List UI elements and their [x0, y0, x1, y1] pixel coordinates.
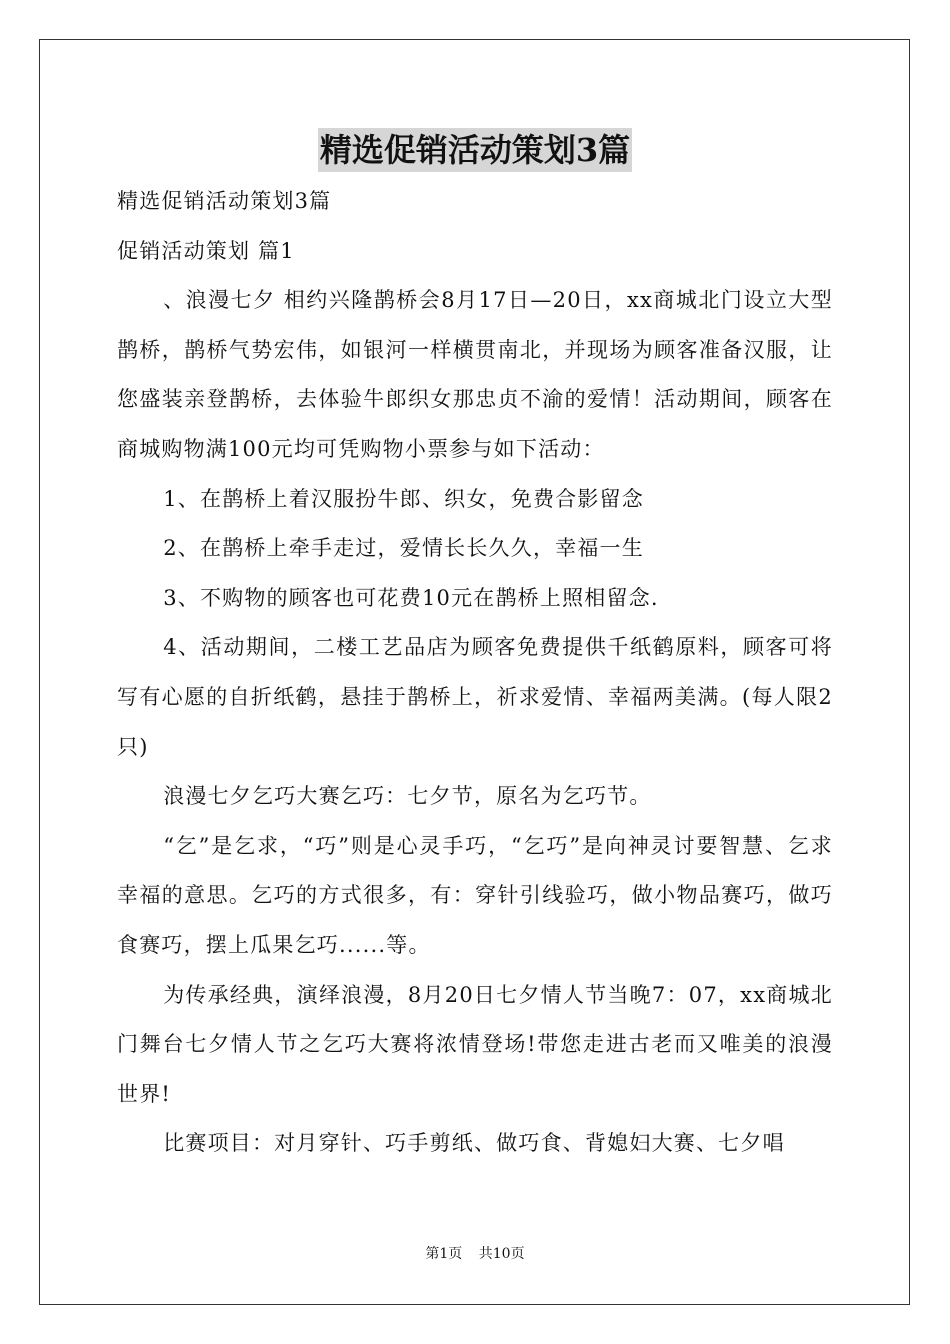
- paragraph: 浪漫七夕乞巧大赛乞巧：七夕节，原名为乞巧节。: [163, 784, 652, 809]
- page-footer: [0, 1244, 950, 1264]
- paragraph: 精选促销活动策划3篇: [117, 189, 332, 213]
- title-wrap: [0, 128, 950, 172]
- document-title: 精选促销活动策划3篇: [318, 128, 632, 172]
- list-item: 1、在鹊桥上着汉服扮牛郎、织女，免费合影留念: [163, 486, 644, 511]
- list-item: 4、活动期间，二楼工艺品店为顾客免费提供千纸鹤原料，顾客可将写有心愿的自折纸鹤，悬挂于鹊桥上，祈求爱情、幸福两美满。(每人限2只): [117, 635, 833, 759]
- list-item: 2、在鹊桥上牵手走过，爱情长长久久，幸福一生: [163, 536, 644, 561]
- paragraph: “乞”是乞求，“巧”则是心灵手巧，“乞巧”是向神灵讨要智慧、乞求幸福的意思。乞巧的方式很多，有：穿针引线验巧，做小物品赛巧，做巧食赛巧，摆上瓜果乞巧......等。: [117, 833, 833, 957]
- list-item: 3、不购物的顾客也可花费10元在鹊桥上照相留念.: [163, 585, 659, 610]
- page-total: 共10页: [478, 1246, 525, 1262]
- page-number: 第1页: [425, 1246, 463, 1262]
- section-heading: 促销活动策划 篇1: [117, 238, 295, 263]
- paragraph: 为传承经典，演绎浪漫，8月20日七夕情人节当晚7：07，xx商城北门舞台七夕情人节之乞巧大赛将浓情登场!带您走进古老而又唯美的浪漫世界!: [117, 982, 833, 1106]
- paragraph: 、浪漫七夕 相约兴隆鹊桥会8月17日—20日，xx商城北门设立大型鹊桥，鹊桥气势宏伟，如银河一样横贯南北，并现场为顾客准备汉服，让您盛装亲登鹊桥，去体验牛郎织女那忠贞不渝的爱情！活动期间，顾客在商城购物满100元均可凭购物小票参与如下活动：: [117, 288, 833, 461]
- paragraph: 比赛项目：对月穿针、巧手剪纸、做巧食、背媳妇大赛、七夕唱: [163, 1131, 785, 1156]
- document-body: [117, 177, 833, 1169]
